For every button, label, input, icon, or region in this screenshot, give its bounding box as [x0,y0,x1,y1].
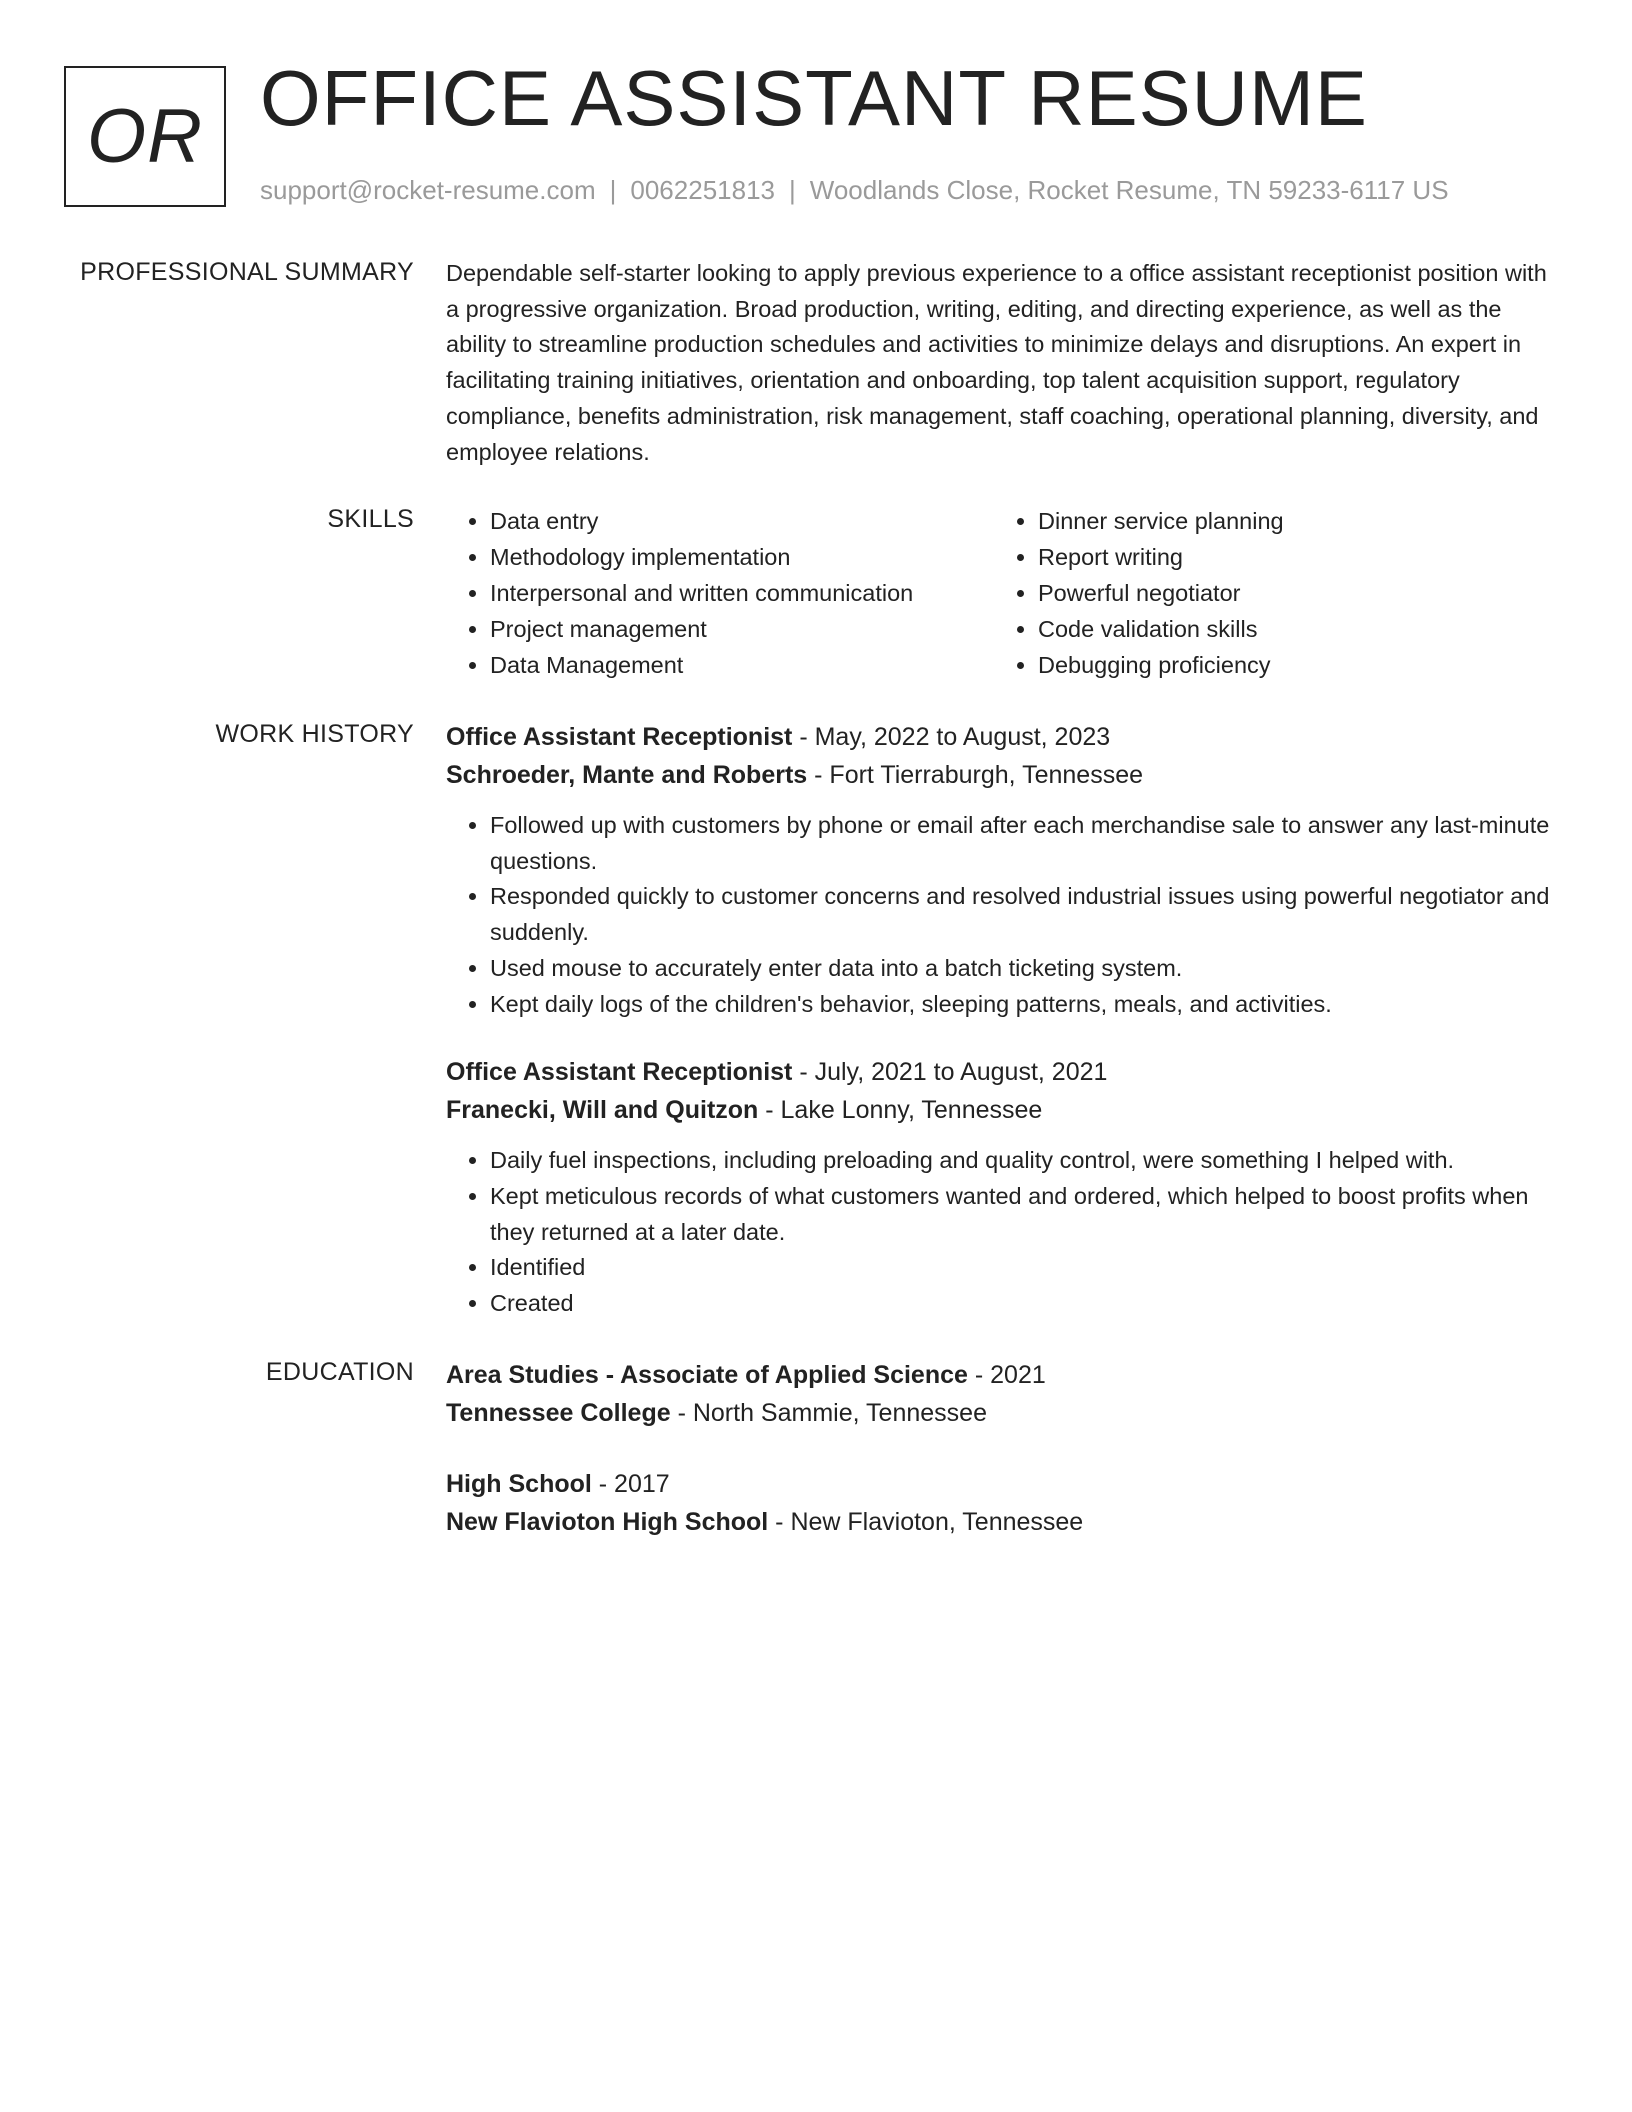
job-entry [446,1053,1562,1322]
job-title: Office Assistant Receptionist [446,723,793,751]
edu-school: New Flavioton High School [446,1508,769,1536]
job-title-line [446,1053,1562,1091]
job-title-line [446,718,1562,756]
edu-location: - New Flavioton, Tennessee [768,1508,1084,1536]
job-bullet: • Responded quickly to customer concerns and resolved industrial issues using powerful negotiator and suddenly. [490,879,1562,950]
job-bullet: • Identified [490,1250,1562,1286]
contact-address: Woodlands Close, Rocket Resume, TN 59233-6117 US [809,175,1449,205]
resume-title: OFFICE ASSISTANT RESUME [260,54,1368,142]
section-label-skills: SKILLS [327,505,414,533]
job-bullet: • Kept meticulous records of what customers wanted and ordered, which helped to boost profits when they returned at a later date. [490,1179,1562,1250]
skill-item: • Data entry [490,503,994,539]
job-bullet: • Created [490,1286,1562,1322]
job-company: Schroeder, Mante and Roberts [446,761,808,789]
edu-year: - 2021 [967,1361,1046,1389]
contact-email[interactable]: support@rocket-resume.com [260,175,596,205]
job-bullets [446,808,1562,1022]
skill-item: • Data Management [490,647,994,683]
skill-item: • Interpersonal and written communication [490,575,994,611]
skill-item: • Debugging proficiency [1038,647,1538,683]
job-dates: - July, 2021 to August, 2021 [792,1058,1108,1087]
summary-body [446,256,1562,470]
job-bullet: • Followed up with customers by phone or email after each merchandise sale to answer any last-minute questions. [490,808,1562,879]
monogram-box [64,66,226,207]
job-location: - Lake Lonny, Tennessee [758,1096,1043,1125]
education-body [446,1356,1562,1541]
skills-list-left [446,503,994,683]
job-location: - Fort Tierraburgh, Tennessee [807,761,1144,789]
job-dates: - May, 2022 to August, 2023 [792,723,1111,751]
edu-school-line [446,1503,1562,1541]
contact-separator: | [609,175,617,205]
job-entry [446,718,1562,1022]
skill-item: • Code validation skills [1038,611,1538,647]
job-bullets [446,1143,1562,1322]
edu-degree: Area Studies - Associate of Applied Science [446,1361,968,1389]
skills-body [446,503,1562,683]
edu-degree-line [446,1356,1562,1394]
skills-list-right [994,503,1538,683]
skill-item: • Report writing [1038,539,1538,575]
education-entry [446,1465,1562,1541]
job-bullet: • Used mouse to accurately enter data into a batch ticketing system. [490,951,1562,987]
skill-item: • Powerful negotiator [1038,575,1538,611]
skills-grid [446,503,1562,683]
work-body [446,718,1562,1322]
education-entry [446,1356,1562,1432]
contact-separator: | [789,175,796,205]
edu-year: - 2017 [591,1470,670,1498]
edu-degree: High School [446,1470,592,1498]
job-company-line [446,1091,1562,1129]
job-title: Office Assistant Receptionist [446,1058,793,1087]
job-bullet: • Daily fuel inspections, including preloading and quality control, were something I helped with. [490,1143,1562,1179]
job-bullet: • Kept daily logs of the children's behavior, sleeping patterns, meals, and activities. [490,987,1562,1023]
skill-item: • Dinner service planning [1038,503,1538,539]
section-label-summary: PROFESSIONAL SUMMARY [80,258,414,286]
contact-line [260,175,1449,206]
edu-school: Tennessee College [446,1399,671,1427]
edu-school-line [446,1394,1562,1432]
job-company: Franecki, Will and Quitzon [446,1096,759,1125]
job-company-line [446,756,1562,794]
skill-item: • Methodology implementation [490,539,994,575]
section-label-work: WORK HISTORY [215,720,414,748]
contact-phone[interactable]: 0062251813 [630,175,775,205]
edu-degree-line [446,1465,1562,1503]
section-label-education: EDUCATION [265,1358,414,1386]
skill-item: • Project management [490,611,994,647]
summary-text: Dependable self-starter looking to apply previous experience to a office assistant receptionist position with a progressive organization. Broad production, writing, editing, and directing experience, as well as the ability to streamline production schedules and activities to minimize delays and disruptions. An expert in facilitating training initiatives, orientation and onboarding, top talent acquisition support, regulatory compliance, benefits administration, risk management, staff coaching, operational planning, diversity, and employee relations. [446,260,1547,465]
edu-location: - North Sammie, Tennessee [670,1399,987,1427]
monogram-initials: OR [87,94,203,179]
